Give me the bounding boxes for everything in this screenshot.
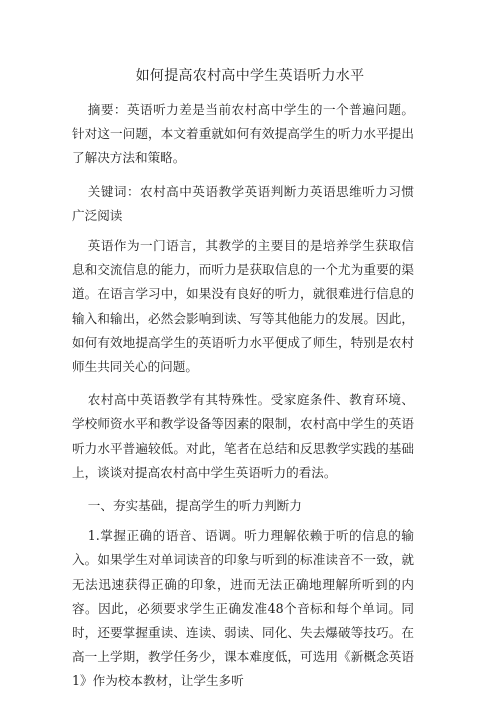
document-title: 如何提高农村高中学生英语听力水平 [135, 68, 365, 84]
keywords-paragraph: 关键词：农村高中英语教学英语判断力英语思维听力习惯广泛阅读 [72, 183, 414, 223]
context-paragraph: 农村高中英语教学有其特殊性。受家庭条件、教育环境、学校师资水平和教学设备等因素的限制，农村高中学生的英语听力水平普遍较低。对此，笔者在总结和反思教学实践的基础上，谈谈对提高农村高中学生英语听力的看法。 [72, 392, 414, 480]
document-body [72, 98, 414, 703]
section-heading: 一、夯实基础，提高学生的听力判断力 [87, 498, 302, 514]
abstract-paragraph: 摘要：英语听力差是当前农村高中学生的一个普遍问题。针对这一问题，本文着重就如何有效提高学生的听力水平提出了解决方法和策略。 [72, 102, 414, 166]
section-paragraph: 1.掌握正确的语音、语调。听力理解依赖于听的信息的输入。如果学生对单词读音的印象与听到的标准读音不一致，就无法迅速获得正确的印象，进而无法正确地理解所听到的内容。因此，必须要求学生正确发准48个音标和每个单词。同时，还要掌握重读、连读、弱读、同化、失去爆破等技巧。在高一上学期，教学任务少，课本难度低，可选用《新概念英语1》作为校本教材，让学生多听 [72, 528, 414, 689]
intro-paragraph: 英语作为一门语言，其教学的主要目的是培养学生获取信息和交流信息的能力，而听力是获取信息的一个尤为重要的渠道。在语言学习中，如果没有良好的听力，就很难进行信息的输入和输出，必然会影响到读、写等其他能力的发展。因此，如何有效地提高学生的英语听力水平便成了师生，特别是农村师生共同关心的问题。 [72, 238, 414, 375]
